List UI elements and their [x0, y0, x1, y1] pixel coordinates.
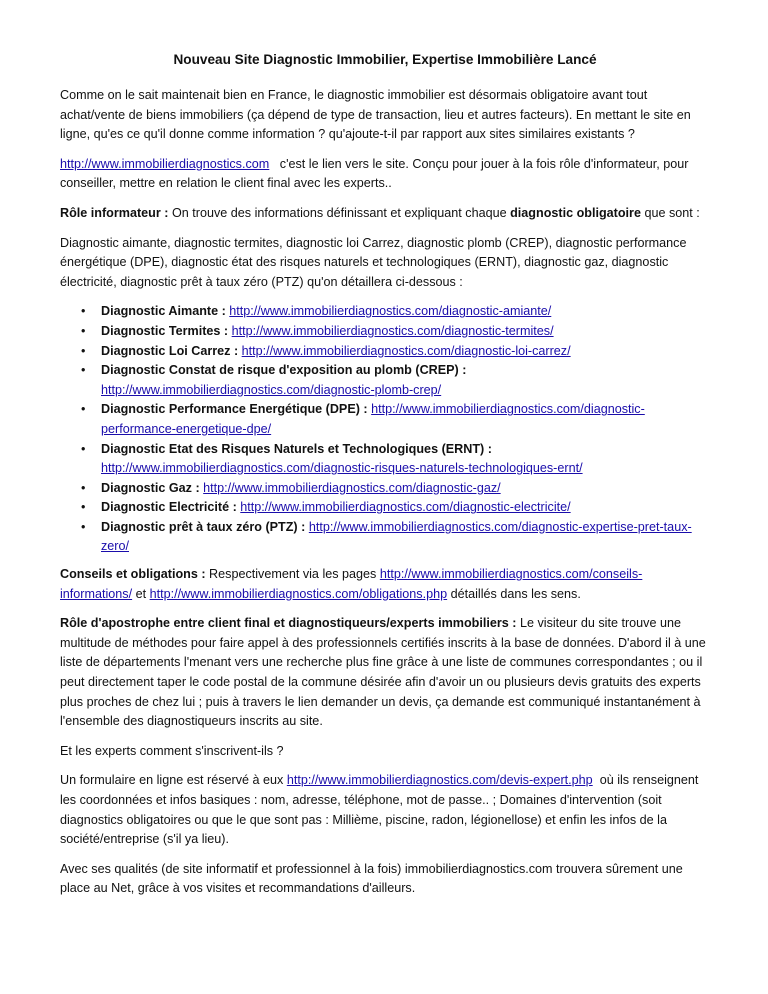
role-informateur-label: Rôle informateur : [60, 205, 169, 220]
bullet-icon: • [81, 480, 86, 495]
list-item-label: Diagnostic Aimante : [101, 304, 226, 319]
site-paragraph [60, 155, 710, 194]
formulaire-paragraph [60, 771, 710, 849]
apostrophe-text: Le visiteur du site trouve une multitude de méthodes pour faire appel à des professionnels certifiés inscrits à la base de données. D'abord il à une liste de départements l'menant vers une recherche plus fine grâce à une liste de communes correspondantes ; ou il peut directement taper le code postal de la commune désirée afin d'avoir un ou plusieurs devis gratuits des experts plus proches de chez lui ; puis à travers le lien demander un devis, ça demande est communiqué instantanément à l'ensemble des diagnostiqueurs inscrits au site. [60, 616, 706, 729]
conseils-label: Conseils et obligations : [60, 567, 206, 582]
list-item-link[interactable]: http://www.immobilierdiagnostics.com/diagnostic-risques-naturels-technologiques-ernt/ [101, 461, 583, 476]
bullet-icon: • [81, 343, 86, 358]
list-item-link[interactable]: http://www.immobilierdiagnostics.com/diagnostic-plomb-crep/ [101, 382, 442, 397]
site-link[interactable]: http://www.immobilierdiagnostics.com [60, 156, 270, 171]
conclusion-paragraph: Avec ses qualités (de site informatif et professionnel à la fois) immobilierdiagnostics.com trouvera sûrement une place au Net, grâce à vos visites et recommandations d'ailleurs. [60, 861, 683, 896]
bullet-icon: • [81, 363, 86, 378]
role-informateur-term: diagnostic obligatoire [510, 205, 641, 220]
list-item-link[interactable]: http://www.immobilierdiagnostics.com/diagnostic-performance-energetique-dpe/ [101, 402, 645, 436]
bullet-icon: • [81, 402, 86, 417]
apostrophe-label: Rôle d'apostrophe entre client final et diagnostiqueurs/experts immobiliers : [60, 616, 517, 631]
site-description: c'est le lien vers le site. Conçu pour jouer à la fois rôle d'informateur, pour conseiller, mettre en relation le client final avec les experts.. [60, 156, 689, 191]
list-item-label: Diagnostic Termites : [101, 323, 229, 338]
formulaire-after: où ils renseignent les coordonnées et infos basiques : nom, adresse, téléphone, mot de passe.. ; Domaines d'intervention (soit diagnostics obligatoires ou que le que sont pas : Millième, piscine, radon, légionellose) et enfin les infos de la société/entreprise (s'il ya lieu). [60, 773, 699, 847]
diagnostics-list [60, 302, 710, 557]
list-item [60, 322, 710, 342]
list-item [60, 440, 710, 479]
list-item [60, 400, 710, 439]
bullet-icon: • [81, 519, 86, 534]
list-item-link[interactable]: http://www.immobilierdiagnostics.com/diagnostic-termites/ [231, 323, 554, 338]
list-item [60, 342, 710, 362]
apostrophe-paragraph [60, 614, 710, 732]
bullet-icon: • [81, 500, 86, 515]
list-item-link[interactable]: http://www.immobilierdiagnostics.com/diagnostic-gaz/ [203, 480, 501, 495]
page-title: Nouveau Site Diagnostic Immobilier, Expertise Immobilière Lancé [173, 52, 597, 67]
bullet-icon: • [81, 441, 86, 456]
list-item [60, 302, 710, 322]
list-item-label: Diagnostic Gaz : [101, 480, 200, 495]
list-item-label: Diagnostic Loi Carrez : [101, 343, 239, 358]
role-informateur-text: On trouve des informations définissant et expliquant chaque [171, 205, 507, 220]
list-item [60, 361, 710, 400]
list-item-label: Diagnostic Etat des Risques Naturels et Technologiques (ERNT) : [101, 441, 492, 456]
list-item-link[interactable]: http://www.immobilierdiagnostics.com/diagnostic-expertise-pret-taux-zero/ [101, 519, 692, 554]
experts-question: Et les experts comment s'inscrivent-ils ? [60, 743, 284, 758]
list-item-link[interactable]: http://www.immobilierdiagnostics.com/diagnostic-amiante/ [229, 304, 552, 319]
list-item-label: Diagnostic Electricité : [101, 500, 237, 515]
conseils-and: et [135, 586, 147, 601]
list-item [60, 498, 710, 518]
role-informateur-after: que sont : [644, 205, 700, 220]
list-item-label: Diagnostic prêt à taux zéro (PTZ) : [101, 519, 306, 534]
devis-expert-link[interactable]: http://www.immobilierdiagnostics.com/devis-expert.php [286, 773, 593, 788]
conseils-text: Respectivement via les pages [209, 567, 377, 582]
list-item-label: Diagnostic Constat de risque d'exposition au plomb (CREP) : [101, 363, 467, 378]
obligations-link[interactable]: http://www.immobilierdiagnostics.com/obligations.php [149, 586, 448, 601]
document-page [60, 50, 710, 909]
role-informateur-paragraph [60, 204, 710, 224]
conseils-link[interactable]: http://www.immobilierdiagnostics.com/conseils-informations/ [60, 567, 643, 601]
intro-paragraph: Comme on le sait maintenait bien en France, le diagnostic immobilier est désormais obligatoire avant tout achat/vente de biens immobiliers (ça dépend de type de transaction, lieu et autres facteurs). En mettant le site en ligne, qu'es ce qu'il donne comme information ? qu'ajoute-t-il par rapport aux sites similaires existants ? [60, 88, 691, 142]
list-item [60, 518, 710, 557]
bullet-icon: • [81, 304, 86, 319]
bullet-icon: • [81, 323, 86, 338]
diagnostics-paragraph: Diagnostic aimante, diagnostic termites, diagnostic loi Carrez, diagnostic plomb (CREP), diagnostic performance énergétique (DPE), diagnostic état des risques naturels et technologiques (ERNT), diagnostic gaz, diagnostic électricité, diagnostic prêt à taux zéro (PTZ) qu'on détaillera ci-dessous : [60, 235, 687, 289]
formulaire-before: Un formulaire en ligne est réservé à eux [60, 773, 284, 788]
list-item-link[interactable]: http://www.immobilierdiagnostics.com/diagnostic-electricite/ [240, 500, 571, 515]
list-item [60, 479, 710, 499]
list-item-link[interactable]: http://www.immobilierdiagnostics.com/diagnostic-loi-carrez/ [241, 343, 571, 358]
conseils-paragraph [60, 565, 710, 604]
list-item-label: Diagnostic Performance Energétique (DPE) : [101, 402, 368, 417]
conseils-after: détaillés dans les sens. [450, 586, 581, 601]
